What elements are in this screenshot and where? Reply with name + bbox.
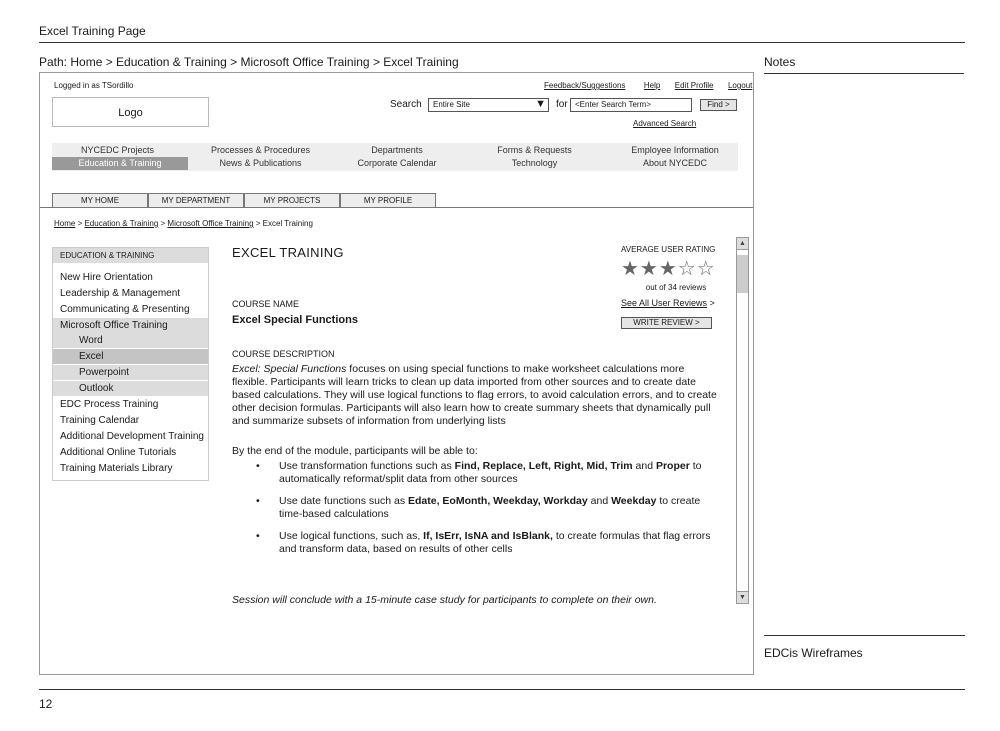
nav-item-calendar[interactable]: Corporate Calendar bbox=[357, 158, 437, 168]
bullet-text: to create time-based calculations bbox=[279, 495, 701, 520]
for-label: for bbox=[556, 99, 568, 110]
nav-item-about[interactable]: About NYCEDC bbox=[642, 158, 708, 168]
advanced-search-link[interactable]: Advanced Search bbox=[633, 119, 697, 128]
course-description-text: focuses on using special functions to make worksheet calculations more flexible. Participants will learn tricks to clean up data imported from other sources and to create date based calculations. They will use logical functions to flag errors, to avoid calculation errors, and to create other decision formulas. Participants will also learn how to create summary sheets that dynamically pull and summarize subsets of information from underlying lists bbox=[232, 363, 717, 427]
sidebar-item-outlook[interactable]: Outlook bbox=[53, 381, 208, 396]
bullet-icon: • bbox=[256, 495, 260, 507]
breadcrumb-office[interactable]: Microsoft Office Training bbox=[167, 219, 254, 228]
dropdown-arrow-icon: ▼ bbox=[535, 98, 546, 110]
bullet-text: Use logical functions, such as, bbox=[279, 530, 424, 542]
see-all-arrow: > bbox=[707, 298, 715, 308]
tab-my-department[interactable]: MY DEPARTMENT bbox=[148, 193, 244, 207]
nav-item-news[interactable]: News & Publications bbox=[219, 158, 302, 168]
footer-label: EDCis Wireframes bbox=[764, 646, 863, 660]
page-number: 12 bbox=[39, 697, 53, 711]
breadcrumb-home[interactable]: Home bbox=[54, 219, 76, 228]
main-heading: EXCEL TRAINING bbox=[232, 245, 344, 260]
scroll-down-icon[interactable]: ▼ bbox=[737, 591, 748, 603]
nav-item-employee-info[interactable]: Employee Information bbox=[631, 145, 719, 155]
sidebar-item-communicating[interactable]: Communicating & Presenting bbox=[60, 304, 190, 315]
search-scope-value: Entire Site bbox=[433, 100, 470, 109]
bullet-text: Use transformation functions such as bbox=[279, 460, 455, 472]
sidebar-item-leadership[interactable]: Leadership & Management bbox=[60, 288, 181, 299]
nav-item-forms[interactable]: Forms & Requests bbox=[497, 145, 572, 155]
list-item bbox=[232, 460, 722, 486]
page-title: Excel Training Page bbox=[39, 24, 146, 38]
notes-label: Notes bbox=[764, 55, 796, 69]
bullet-bold: Find, Replace, Left, Right, Mid, Trim bbox=[454, 460, 633, 472]
edit-profile-link[interactable]: Edit Profile bbox=[674, 81, 714, 90]
wireframe-frame bbox=[39, 72, 754, 675]
tab-my-projects[interactable]: MY PROJECTS bbox=[244, 193, 340, 207]
star-rating: ★★★☆☆ bbox=[621, 258, 716, 280]
sidebar-item-powerpoint[interactable]: Powerpoint bbox=[53, 365, 208, 380]
nav-item-departments[interactable]: Departments bbox=[371, 145, 423, 155]
closing-note: Session will conclude with a 15-minute case study for participants to complete on their own. bbox=[232, 594, 657, 606]
help-link[interactable]: Help bbox=[643, 81, 661, 90]
sidebar-item-word[interactable]: Word bbox=[53, 333, 208, 348]
search-label: Search bbox=[390, 99, 422, 110]
tab-divider bbox=[40, 207, 753, 208]
utility-links bbox=[544, 81, 752, 90]
bullet-bold: If, IsErr, IsNA and IsBlank, bbox=[423, 530, 553, 542]
bullet-text: and bbox=[632, 460, 656, 472]
scroll-up-icon[interactable]: ▲ bbox=[737, 238, 748, 250]
bullet-text: Use date functions such as bbox=[279, 495, 408, 507]
bullet-text: to create formulas that flag errors and transform data, based on results of other cells bbox=[279, 530, 711, 555]
rating-label: AVERAGE USER RATING bbox=[621, 245, 716, 254]
list-item bbox=[232, 530, 722, 556]
feedback-link[interactable]: Feedback/Suggestions bbox=[544, 81, 626, 90]
title-divider bbox=[39, 42, 965, 43]
outcomes-list bbox=[232, 445, 722, 565]
notes-divider bbox=[764, 73, 964, 74]
course-name-label: COURSE NAME bbox=[232, 299, 300, 309]
breadcrumb-education[interactable]: Education & Training bbox=[84, 219, 159, 228]
search-input[interactable]: <Enter Search Term> bbox=[570, 98, 692, 112]
sidebar-item-new-hire[interactable]: New Hire Orientation bbox=[60, 272, 153, 283]
page-path: Path: Home > Education & Training > Microsoft Office Training > Excel Training bbox=[39, 55, 459, 69]
breadcrumb: Home > Education & Training > Microsoft Office Training > Excel Training bbox=[54, 219, 313, 228]
nav-item-education[interactable]: Education & Training bbox=[52, 157, 188, 170]
sidebar-heading: EDUCATION & TRAINING bbox=[53, 248, 208, 263]
bullet-bold: Proper bbox=[655, 460, 690, 472]
sidebar-item-excel[interactable]: Excel bbox=[53, 349, 208, 364]
bullet-bold: Edate, EoMonth, Weekday, Workday bbox=[408, 495, 588, 507]
sidebar-item-online-tutorials[interactable]: Additional Online Tutorials bbox=[60, 447, 177, 458]
logged-in-text: Logged in as TSordillo bbox=[54, 81, 134, 90]
see-all-reviews-link[interactable]: See All User Reviews bbox=[621, 298, 708, 308]
sidebar-item-edc-process[interactable]: EDC Process Training bbox=[60, 399, 159, 410]
bottom-divider bbox=[39, 689, 965, 690]
outcomes-intro: By the end of the module, participants will be able to: bbox=[232, 445, 478, 457]
scrollbar[interactable] bbox=[736, 237, 749, 604]
bullet-text: to automatically reformat/split data from other sources bbox=[279, 460, 702, 485]
list-item bbox=[232, 495, 722, 521]
sidebar-item-additional-dev[interactable]: Additional Development Training bbox=[60, 431, 204, 442]
search-scope-select[interactable] bbox=[428, 98, 549, 112]
logout-link[interactable]: Logout bbox=[727, 81, 753, 90]
logo[interactable]: Logo bbox=[52, 97, 209, 127]
bullet-icon: • bbox=[256, 460, 260, 472]
write-review-button[interactable]: WRITE REVIEW > bbox=[621, 317, 712, 329]
bullet-icon: • bbox=[256, 530, 260, 542]
nav-item-processes[interactable]: Processes & Procedures bbox=[210, 145, 311, 155]
breadcrumb-current: Excel Training bbox=[262, 219, 313, 228]
main-nav bbox=[52, 143, 738, 171]
sidebar-item-calendar[interactable]: Training Calendar bbox=[60, 415, 140, 426]
nav-item-nycedc-projects[interactable]: NYCEDC Projects bbox=[80, 145, 154, 155]
find-button[interactable]: Find > bbox=[700, 99, 737, 111]
course-title-italic: Excel: Special Functions bbox=[232, 363, 347, 375]
nav-item-technology[interactable]: Technology bbox=[511, 158, 558, 168]
bullet-text: and bbox=[587, 495, 612, 507]
sidebar-item-office[interactable]: Microsoft Office Training bbox=[53, 318, 208, 333]
footer-divider bbox=[764, 635, 965, 636]
tab-my-profile[interactable]: MY PROFILE bbox=[340, 193, 436, 207]
course-description bbox=[232, 363, 722, 428]
bullet-bold: Weekday bbox=[611, 495, 657, 507]
course-description-label: COURSE DESCRIPTION bbox=[232, 349, 335, 359]
sidebar bbox=[52, 247, 209, 481]
see-all-reviews bbox=[621, 298, 715, 308]
review-count: out of 34 reviews bbox=[645, 283, 707, 292]
course-name: Excel Special Functions bbox=[232, 314, 358, 326]
tab-my-home[interactable]: MY HOME bbox=[52, 193, 148, 207]
scroll-thumb[interactable] bbox=[737, 255, 748, 293]
sidebar-item-materials[interactable]: Training Materials Library bbox=[60, 463, 173, 474]
